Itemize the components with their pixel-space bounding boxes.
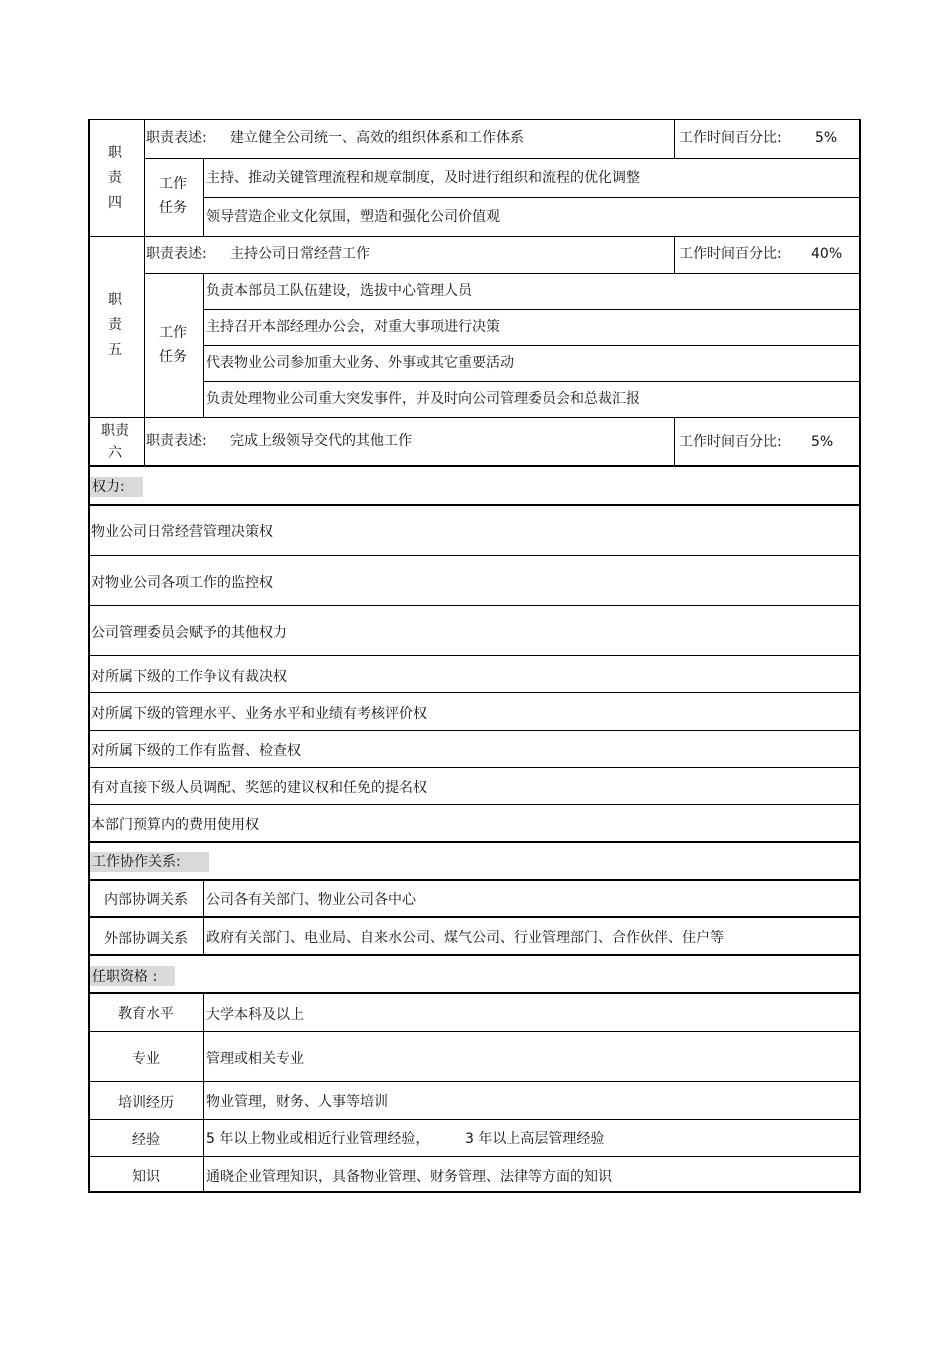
duty-5-task-1: 负责本部员工队伍建设，选拔中心管理人员 <box>206 283 472 299</box>
qual-label-major: 专业 <box>132 1051 160 1067</box>
qual-label-knowledge: 知识 <box>132 1169 160 1185</box>
relations-title: 工作协作关系: <box>92 854 181 870</box>
duty-5-task-4: 负责处理物业公司重大突发事件，并及时向公司管理委员会和总裁汇报 <box>206 391 640 407</box>
duty-5-pct: 40% <box>811 246 843 262</box>
authority-item-2: 对物业公司各项工作的监控权 <box>91 575 273 591</box>
authority-item-5: 对所属下级的管理水平、业务水平和业绩有考核评价权 <box>91 706 427 722</box>
authority-title: 权力: <box>92 479 125 495</box>
relations-label-internal: 内部协调关系 <box>104 892 188 908</box>
duty-5-desc-label: 职责表述: <box>146 246 207 262</box>
duty-5-label: 职 责 五 <box>108 292 122 358</box>
duty-6-pct-label: 工作时间百分比: <box>679 434 782 450</box>
qual-value-knowledge: 通晓企业管理知识，具备物业管理、财务管理、法律等方面的知识 <box>206 1169 612 1185</box>
duty-5-task-label: 工作 任务 <box>159 325 187 365</box>
authority-item-3: 公司管理委员会赋予的其他权力 <box>91 625 287 641</box>
qual-value-experience: 5 年以上物业或相近行业管理经验， 3 年以上高层管理经验 <box>206 1131 605 1147</box>
duty-4-label: 职 责 四 <box>108 145 122 211</box>
authority-item-8: 本部门预算内的费用使用权 <box>91 817 259 833</box>
duty-4-desc-label: 职责表述: <box>146 130 207 146</box>
qualifications-title: 任职资格 : <box>92 969 158 985</box>
relations-value-external: 政府有关部门、电业局、自来水公司、煤气公司、行业管理部门、合作伙伴、住户等 <box>206 930 724 946</box>
duty-5-desc: 主持公司日常经营工作 <box>230 246 370 262</box>
authority-item-1: 物业公司日常经营管理决策权 <box>91 524 273 540</box>
duty-4-pct: 5% <box>815 130 838 146</box>
authority-item-7: 有对直接下级人员调配、奖惩的建议权和任免的提名权 <box>91 780 427 796</box>
relations-label-external: 外部协调关系 <box>104 931 188 947</box>
authority-item-6: 对所属下级的工作有监督、检查权 <box>91 743 301 759</box>
duty-6-desc: 完成上级领导交代的其他工作 <box>230 433 412 449</box>
duty-4-task-1: 主持、推动关键管理流程和规章制度，及时进行组织和流程的优化调整 <box>206 170 640 186</box>
qual-label-training: 培训经历 <box>118 1095 174 1111</box>
qual-value-training: 物业管理，财务、人事等培训 <box>206 1094 388 1110</box>
duty-4-pct-label: 工作时间百分比: <box>679 130 782 146</box>
relations-value-internal: 公司各有关部门、物业公司各中心 <box>206 892 416 908</box>
qual-value-major: 管理或相关专业 <box>206 1051 304 1067</box>
duty-5-task-3: 代表物业公司参加重大业务、外事或其它重要活动 <box>206 355 514 371</box>
duty-4-task-2: 领导营造企业文化氛围，塑造和强化公司价值观 <box>206 209 500 225</box>
authority-item-4: 对所属下级的工作争议有裁决权 <box>91 669 287 685</box>
qual-label-education: 教育水平 <box>118 1006 174 1022</box>
duty-6-desc-label: 职责表述: <box>146 433 207 449</box>
qual-label-experience: 经验 <box>132 1132 160 1148</box>
duty-6-pct: 5% <box>811 434 834 450</box>
duty-4-desc: 建立健全公司统一、高效的组织体系和工作体系 <box>230 130 524 146</box>
duty-5-pct-label: 工作时间百分比: <box>679 246 782 262</box>
duty-6-label: 职责 六 <box>101 423 129 461</box>
duty-4-task-label: 工作 任务 <box>159 176 187 216</box>
qual-value-education: 大学本科及以上 <box>206 1007 304 1023</box>
duty-5-task-2: 主持召开本部经理办公会，对重大事项进行决策 <box>206 319 500 335</box>
